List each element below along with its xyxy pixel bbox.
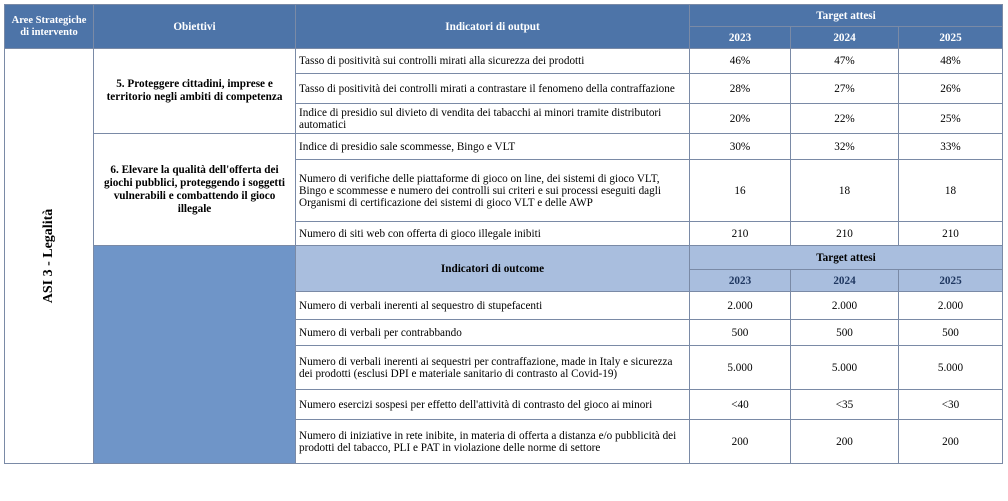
outcome-value: 2.000 bbox=[690, 292, 791, 320]
outcome-indicator: Numero di iniziative in rete inibite, in materia di offerta a distanza e/o pubblicità dei prodotti del tabacco, PLI e PAT in violazione delle norme di settore bbox=[296, 420, 690, 464]
header-year: 2025 bbox=[899, 27, 1003, 49]
outcome-value: 5.000 bbox=[899, 346, 1003, 390]
output-value: 30% bbox=[690, 134, 791, 160]
objective-5: 5. Proteggere cittadini, imprese e territorio negli ambiti di competenza bbox=[94, 49, 296, 134]
output-value: 32% bbox=[791, 134, 899, 160]
outcome-year: 2023 bbox=[690, 270, 791, 292]
objective-6: 6. Elevare la qualità dell'offerta dei giochi pubblici, proteggendo i soggetti vulnerabili e combattendo il gioco illegale bbox=[94, 134, 296, 246]
header-year: 2023 bbox=[690, 27, 791, 49]
output-value: 16 bbox=[690, 160, 791, 222]
outcome-value: 200 bbox=[690, 420, 791, 464]
outcome-value: 200 bbox=[791, 420, 899, 464]
output-indicator: Indice di presidio sul divieto di vendita dei tabacchi ai minori tramite distributori automatici bbox=[296, 104, 690, 134]
output-indicator: Numero di verifiche delle piattaforme di gioco on line, dei sistemi di gioco VLT, Bingo e scommesse e numero dei controlli sui criteri e sui processi eseguiti dagli Organismi di certificazione dei sistemi di gioco VLT e delle AWP bbox=[296, 160, 690, 222]
output-indicator: Tasso di positività dei controlli mirati a contrastare il fenomeno della contraffazione bbox=[296, 74, 690, 104]
outcome-value: <35 bbox=[791, 390, 899, 420]
output-value: 18 bbox=[791, 160, 899, 222]
outcome-value: <30 bbox=[899, 390, 1003, 420]
outcome-indicator: Numero di verbali per contrabbando bbox=[296, 320, 690, 346]
output-value: 28% bbox=[690, 74, 791, 104]
output-value: 26% bbox=[899, 74, 1003, 104]
output-value: 47% bbox=[791, 49, 899, 74]
header-aree: Aree Strategiche di intervento bbox=[5, 5, 94, 49]
header-indicatori-outcome: Indicatori di outcome bbox=[296, 246, 690, 292]
output-value: 22% bbox=[791, 104, 899, 134]
header-obiettivi: Obiettivi bbox=[94, 5, 296, 49]
area-cell bbox=[5, 49, 94, 464]
output-value: 33% bbox=[899, 134, 1003, 160]
outcome-value: 500 bbox=[690, 320, 791, 346]
output-value: 25% bbox=[899, 104, 1003, 134]
outcome-value: 2.000 bbox=[899, 292, 1003, 320]
header-year: 2024 bbox=[791, 27, 899, 49]
header-indicatori-output: Indicatori di output bbox=[296, 5, 690, 49]
output-value: 20% bbox=[690, 104, 791, 134]
outcome-year: 2025 bbox=[899, 270, 1003, 292]
outcome-indicator: Numero di verbali inerenti ai sequestri per contraffazione, made in Italy e sicurezza dei prodotti (esclusi DPI e materiale sanitario di contrasto al Covid-19) bbox=[296, 346, 690, 390]
outcome-target-attesi: Target attesi bbox=[690, 246, 1003, 270]
outcome-value: <40 bbox=[690, 390, 791, 420]
output-indicator: Indice di presidio sale scommesse, Bingo e VLT bbox=[296, 134, 690, 160]
output-value: 27% bbox=[791, 74, 899, 104]
outcome-year: 2024 bbox=[791, 270, 899, 292]
outcome-value: 500 bbox=[791, 320, 899, 346]
output-value: 210 bbox=[690, 222, 791, 246]
output-value: 210 bbox=[791, 222, 899, 246]
targets-table bbox=[4, 4, 1003, 464]
output-indicator: Tasso di positività sui controlli mirati alla sicurezza dei prodotti bbox=[296, 49, 690, 74]
output-indicator: Numero di siti web con offerta di gioco illegale inibiti bbox=[296, 222, 690, 246]
outcome-value: 5.000 bbox=[690, 346, 791, 390]
output-value: 210 bbox=[899, 222, 1003, 246]
outcome-value: 5.000 bbox=[791, 346, 899, 390]
area-label: ASI 3 - Legalità bbox=[41, 208, 56, 304]
outcome-value: 500 bbox=[899, 320, 1003, 346]
header-target-attesi: Target attesi bbox=[690, 5, 1003, 27]
output-value: 46% bbox=[690, 49, 791, 74]
outcome-value: 200 bbox=[899, 420, 1003, 464]
output-value: 48% bbox=[899, 49, 1003, 74]
outcome-indicator: Numero esercizi sospesi per effetto dell'attività di contrasto del gioco ai minori bbox=[296, 390, 690, 420]
outcome-indicator: Numero di verbali inerenti al sequestro di stupefacenti bbox=[296, 292, 690, 320]
output-value: 18 bbox=[899, 160, 1003, 222]
outcome-value: 2.000 bbox=[791, 292, 899, 320]
outcome-objective-blank bbox=[94, 246, 296, 464]
